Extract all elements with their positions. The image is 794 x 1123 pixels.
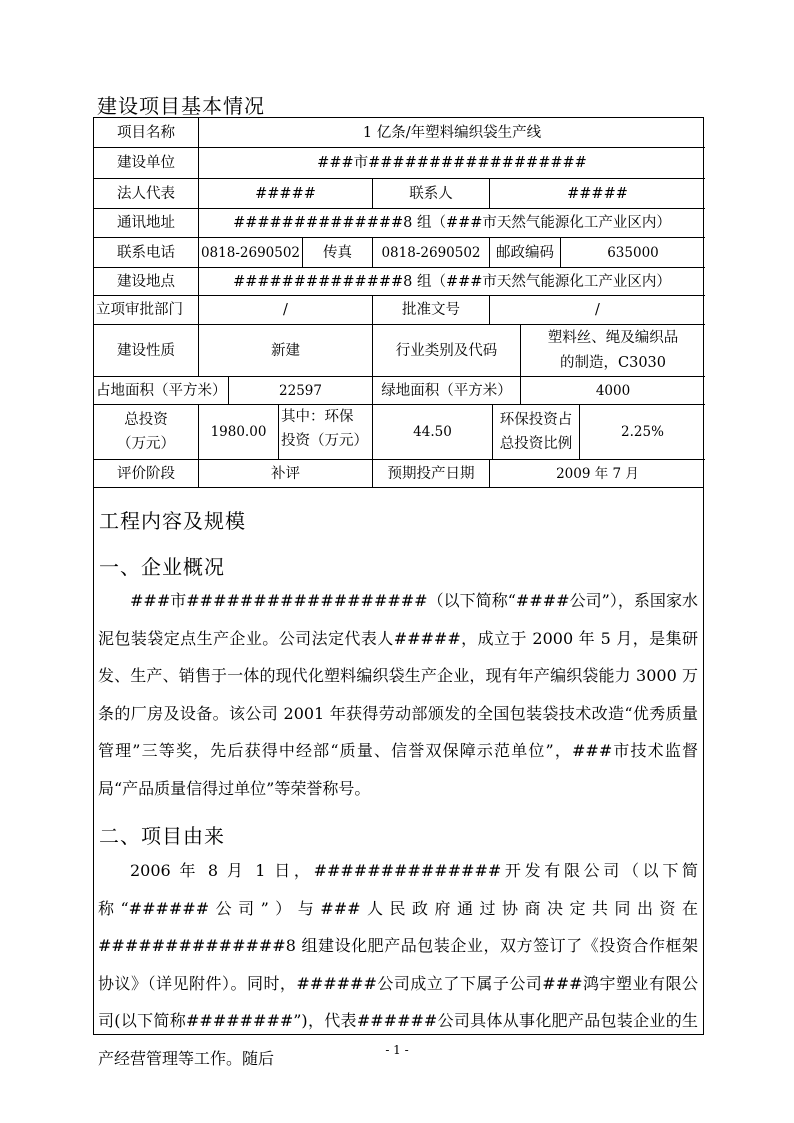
env-ratio-label-line2: 总投资比例 xyxy=(499,436,573,452)
unit-label: 建设单位 xyxy=(94,148,199,179)
unit-value: ###市################## xyxy=(199,148,705,179)
page-number: - 1 - xyxy=(385,1043,409,1057)
postcode-label: 邮政编码 xyxy=(490,238,561,268)
industry-value-line1: 塑料丝、绳及编织品 xyxy=(547,329,679,346)
env-invest-label-line2: 投资（万元） xyxy=(281,433,368,449)
green-label: 绿地面积（平方米） xyxy=(373,377,521,405)
contact-value: ##### xyxy=(490,179,705,209)
industry-value-line2: 的制造，C3030 xyxy=(560,354,666,371)
project-name-value: 1 亿条/年塑料编织袋生产线 xyxy=(199,118,705,148)
subsection-1-title: 一、企业概况 xyxy=(99,555,225,579)
industry-value xyxy=(521,325,705,377)
area-value: 22597 xyxy=(229,377,373,405)
stage-label: 评价阶段 xyxy=(94,460,199,488)
legal-rep-value: ##### xyxy=(199,179,373,209)
invest-label-line1: 总投资 xyxy=(124,412,168,428)
subsection-1-paragraph: ###市##################（以下简称“####公司”），系国家水泥包装袋定点生产企业。公司法定代表人#####，成立于 2000 年 5 月，是集研发、生产、销售于一体的现代化塑料编织袋生产企业，现有年产编织袋能力 3000 万条的厂房及设备。该公司 2001 年获得劳动部颁发的全国包装袋技术改造“优秀质量管理”三等奖，先后获得中经部“质量、信誉双保障示范单位”，###市技术监督局“产品质量信得过单位”等荣誉称号。 xyxy=(98,591,698,798)
env-ratio-label xyxy=(493,405,580,460)
subsection-2-title: 二、项目由来 xyxy=(99,824,225,848)
approval-doc-label: 批准文号 xyxy=(373,296,490,325)
stage-value: 补评 xyxy=(199,460,373,488)
approval-dept-value: / xyxy=(199,296,373,325)
basic-info-table xyxy=(93,117,704,488)
fax-value: 0818-2690502 xyxy=(373,238,490,268)
invest-value: 1980.00 xyxy=(199,405,279,460)
expected-value: 2009 年 7 月 xyxy=(556,466,639,482)
approval-dept-label: 立项审批部门 xyxy=(94,296,199,325)
nature-value: 新建 xyxy=(199,325,373,377)
legal-rep-label: 法人代表 xyxy=(94,179,199,209)
area-label: 占地面积（平方米） xyxy=(94,377,229,405)
project-name-label: 项目名称 xyxy=(94,118,199,148)
address-label: 通讯地址 xyxy=(94,209,199,238)
address-value: ##############8 组（###市天然气能源化工产业区内） xyxy=(199,209,705,238)
industry-label: 行业类别及代码 xyxy=(373,325,521,377)
nature-label: 建设性质 xyxy=(94,325,199,377)
green-value: 4000 xyxy=(521,377,705,405)
approval-doc-value: / xyxy=(490,296,705,325)
fax-label: 传真 xyxy=(303,238,373,268)
expected-label: 预期投产日期 xyxy=(373,460,490,488)
site-label: 建设地点 xyxy=(94,268,199,296)
postcode-value: 635000 xyxy=(561,238,705,268)
env-ratio-label-line1: 环保投资占 xyxy=(499,412,573,428)
env-invest-label-line1: 其中：环保 xyxy=(281,409,354,425)
subsection-2-paragraph: 2006 年 8 月 1 日，##############开发有限公司（以下简称“######公司”）与###人民政府通过协商决定共同出资在##############8 组建设化肥产品包装企业，双方签订了《投资合作框架协议》（详见附件）。同时，######公司成立了下属子公司###鸿宇塑业有限公司(以下简称########”)，代表######公司具体从事化肥产品包装企业的生产经营管理等工作。随后 xyxy=(98,861,698,1068)
phone-value: 0818-2690502 xyxy=(199,238,303,268)
contact-label: 联系人 xyxy=(373,179,490,209)
invest-label xyxy=(94,405,199,460)
env-ratio-value: 2.25% xyxy=(580,405,705,460)
invest-label-line2: （万元） xyxy=(117,436,175,452)
site-value: ##############8 组（###市天然气能源化工产业区内） xyxy=(199,268,705,296)
phone-label: 联系电话 xyxy=(94,238,199,268)
page-heading: 建设项目基本情况 xyxy=(97,94,265,118)
env-invest-label xyxy=(279,405,373,460)
section-title: 工程内容及规模 xyxy=(99,509,246,533)
env-invest-value: 44.50 xyxy=(373,405,493,460)
